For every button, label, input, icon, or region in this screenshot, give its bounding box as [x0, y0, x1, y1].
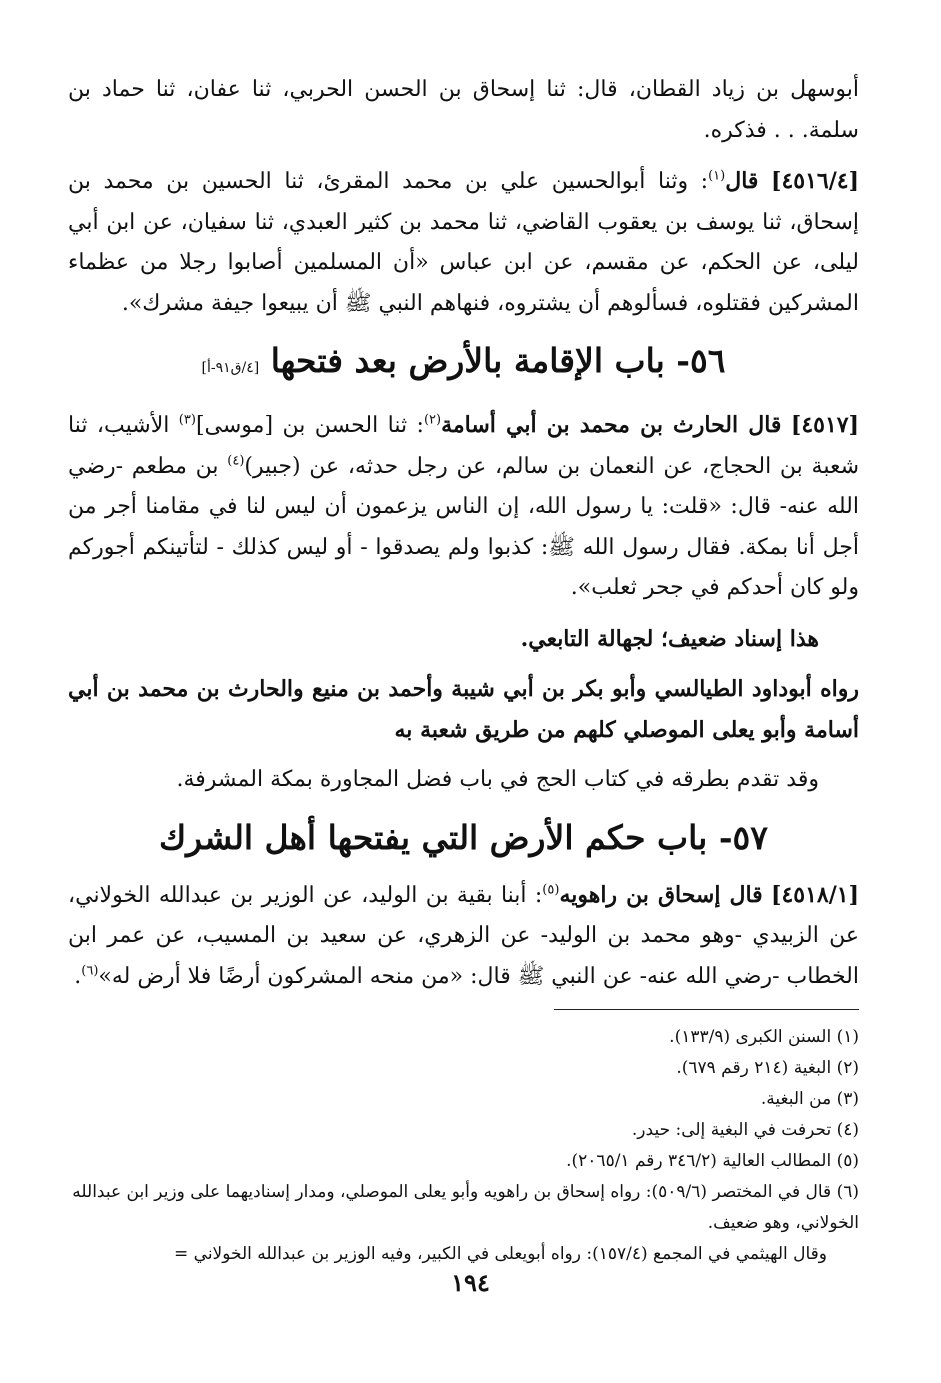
- hadith-number: [٤٥١٨/١]: [771, 881, 859, 908]
- footnote-ref-2: (٢): [423, 412, 442, 428]
- hadith-lead: قال إسحاق بن راهويه: [559, 881, 763, 908]
- hadith-text-part3: بن مطعم -رضي الله عنه- قال: «قلت: يا رسول الله، إن الناس يزعمون أن ليس لنا في مقامنا أجر من أجل أنا بمكة. فقال رسول الله ﷺ: كذبوا ولم يصدقوا - أو ليس كذلك - لتأتينكم أجوركم ولو كان أحدكم في جحر ثعلب».: [68, 453, 859, 600]
- footnote-separator: [554, 1009, 859, 1010]
- chapter-57-heading: [68, 811, 859, 865]
- footnote-ref-5: (٥): [542, 882, 560, 898]
- hadith-number: [٤٥١٧]: [790, 412, 859, 438]
- hadith-text-part2: الأشيب، ثنا شعبة بن الحجاج، عن النعمان بن سالم، عن رجل حدثه، عن (جبير): [68, 413, 860, 479]
- chapter-56-heading: [68, 334, 859, 395]
- hadith-4517: [68, 405, 859, 609]
- hadith-lead: قال: [725, 168, 759, 194]
- continuation-text: أبوسهل بن زياد القطان، قال: ثنا إسحاق بن الحسن الحربي، ثنا عفان، ثنا حماد بن سلمة. . . فذكره.: [68, 77, 859, 143]
- footnotes: [68, 1022, 859, 1270]
- continuation-paragraph: [68, 70, 859, 151]
- hadith-text: : وثنا أبوالحسين علي بن محمد المقرئ، ثنا الحسين بن محمد بن إسحاق، ثنا يوسف بن يعقوب القاضي، ثنا محمد بن كثير العبدي، ثنا سفيان، عن ابن أبي ليلى، عن الحكم، عن مقسم، عن ابن عباس «أن المسلمين أصابوا رجلا من عظماء المشركين فقتلوه، فسألوهم أن يشتروه، فنهاهم النبي ﷺ أن يبيعوا جيفة مشرك».: [68, 169, 859, 316]
- footnote-6: (٦) قال في المختصر (٥٠٩/٦): رواه إسحاق بن راهويه وأبو يعلى الموصلي، ومدار إسناديهما على وزير ابن عبدالله الخولاني، وهو ضعيف.: [72, 1182, 859, 1233]
- footnote-ref-4: (٤): [227, 453, 245, 469]
- hadith-text-part1: : أبنا بقية بن الوليد، عن الوزير بن عبدالله الخولاني، عن الزبيدي -وهو محمد بن الوليد- عن الزهري، عن سعيد بن المسيب، عن عمر ابن الخطاب -رضي الله عنه- عن النبي ﷺ قال: «من منحه المشركون أرضًا فلا أرض له»: [68, 882, 859, 989]
- footnote-ref-3: (٣): [178, 412, 196, 428]
- hadith-end: .: [74, 963, 82, 989]
- hadith-4518: [68, 875, 859, 998]
- footnote-3: (٣) من البغية.: [760, 1089, 859, 1109]
- hadith-lead: قال الحارث بن محمد بن أبي أسامة: [441, 412, 782, 438]
- manuscript-ref: [٤/ق٩١-أ]: [201, 360, 260, 376]
- footnote-6-continued: وقال الهيثمي في المجمع (١٥٧/٤): رواه أبويعلى في الكبير، وفيه الوزير بن عبدالله الخولاني =: [174, 1244, 827, 1264]
- footnote-1: (١) السنن الكبرى (١٣٣/٩).: [669, 1027, 859, 1047]
- crossref-text: وقد تقدم بطرقه في كتاب الحج في باب فضل المجاورة بمكة المشرفة.: [176, 767, 819, 792]
- hadith-number: [٤٥١٦/٤]: [771, 168, 859, 194]
- hadith-4516: [68, 161, 859, 324]
- grading-line: [68, 619, 859, 660]
- page-number: ١٩٤: [451, 1268, 490, 1297]
- hadith-text-part1: : ثنا الحسن بن [موسى]: [195, 413, 424, 438]
- footnote-5: (٥) المطالب العالية (٣٤٦/٢ رقم ٢٠٦٥/١).: [566, 1151, 859, 1171]
- footnote-ref-1: (١): [708, 168, 726, 184]
- chapter-title: ٥٦- باب الإقامة بالأرض بعد فتحها: [270, 341, 726, 380]
- narrators-paragraph: [68, 669, 859, 750]
- footnote-ref-6: (٦): [81, 963, 99, 979]
- chapter-title: ٥٧- باب حكم الأرض التي يفتحها أهل الشرك: [158, 817, 768, 857]
- crossref-line: [68, 760, 859, 801]
- footnote-4: (٤) تحرفت في البغية إلى: حيدر.: [631, 1120, 859, 1140]
- footnote-2: (٢) البغية (٢١٤ رقم ٦٧٩).: [676, 1058, 859, 1078]
- narrators-text: رواه أبوداود الطيالسي وأبو بكر بن أبي شيبة وأحمد بن منيع والحارث بن محمد بن أبي أسامة وأبو يعلى الموصلي كلهم من طريق شعبة به: [68, 676, 859, 743]
- grading-text: هذا إسناد ضعيف؛ لجهالة التابعي.: [520, 625, 819, 652]
